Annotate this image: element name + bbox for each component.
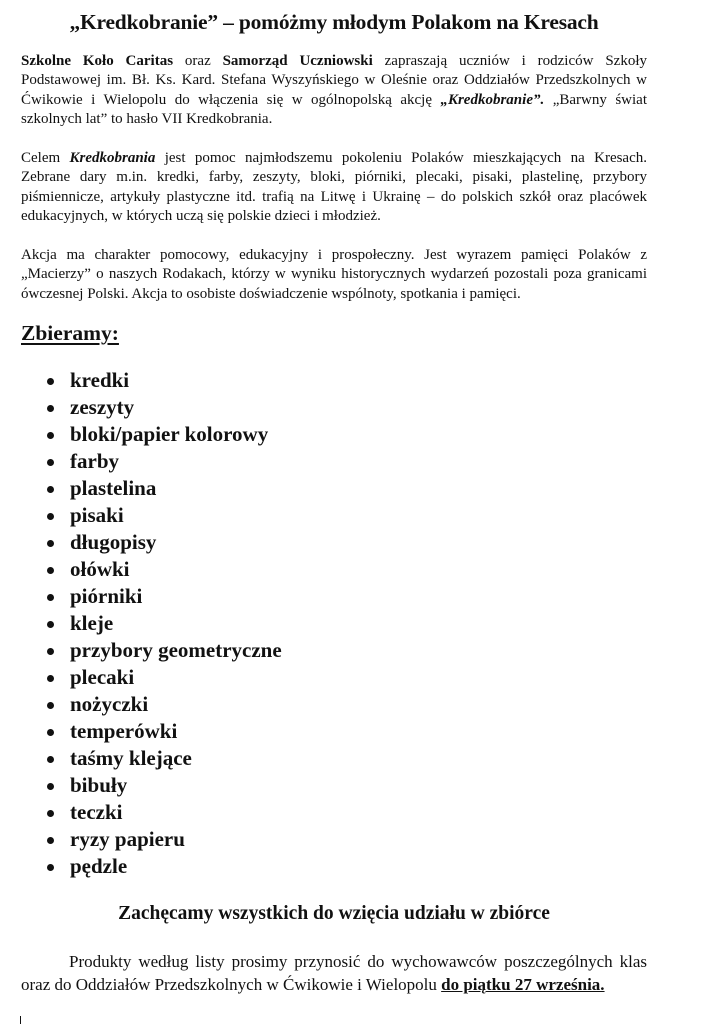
list-item — [21, 853, 282, 880]
list-item — [21, 367, 282, 394]
goal-emphasis: Kredkobrania — [69, 150, 156, 166]
list-item-label: plecaki — [70, 665, 135, 689]
list-item-label: piórniki — [70, 584, 143, 608]
list-item — [21, 421, 282, 448]
list-item — [21, 529, 282, 556]
bullet-icon — [47, 648, 54, 655]
list-item-label: długopisy — [70, 530, 157, 554]
list-item — [21, 691, 282, 718]
intro-paragraph — [21, 52, 647, 129]
list-item-label: teczki — [70, 800, 123, 824]
list-item-label: pisaki — [70, 503, 124, 527]
org-caritas: Szkolne Koło Caritas — [21, 53, 174, 69]
bullet-icon — [47, 378, 54, 385]
list-item-label: nożyczki — [70, 692, 149, 716]
list-item-label: farby — [70, 449, 119, 473]
collect-heading: Zbieramy: — [21, 321, 119, 345]
bullet-icon — [47, 783, 54, 790]
list-item-label: temperówki — [70, 719, 178, 743]
list-item-label: ryzy papieru — [70, 827, 185, 851]
list-item-label: zeszyty — [70, 395, 135, 419]
list-item — [21, 610, 282, 637]
text-cursor[interactable] — [20, 1016, 21, 1024]
delivery-paragraph — [21, 951, 647, 996]
list-item-label: bibuły — [70, 773, 128, 797]
list-item — [21, 556, 282, 583]
list-item-label: bloki/papier kolorowy — [70, 422, 269, 446]
list-item-label: kleje — [70, 611, 114, 635]
bullet-icon — [47, 567, 54, 574]
bullet-icon — [47, 675, 54, 682]
list-item-label: taśmy klejące — [70, 746, 192, 770]
bullet-icon — [47, 810, 54, 817]
goal-paragraph — [21, 149, 647, 226]
list-item — [21, 718, 282, 745]
list-item — [21, 637, 282, 664]
bullet-icon — [47, 486, 54, 493]
list-item — [21, 475, 282, 502]
list-item-label: ołówki — [70, 557, 130, 581]
list-item-label: plastelina — [70, 476, 157, 500]
list-item — [21, 664, 282, 691]
list-item — [21, 448, 282, 475]
list-item — [21, 394, 282, 421]
goal-text: jest pomoc najmłodszemu pokoleniu Polaków mieszkających na Kresach. Zebrane dary m.in. kredki, farby, zeszyty, bloki, piórniki, plecaki, pisaki, plastelinę, przybory piśmiennicze, artykuły plastyczne itd. trafią na Litwę i Ukrainę – do polskich szkół oraz placówek edukacyjnych, w których uczą się polskie dzieci i młodzież. — [21, 150, 648, 224]
bullet-icon — [47, 864, 54, 871]
list-item — [21, 745, 282, 772]
bullet-icon — [47, 756, 54, 763]
slogan-text: „Barwny świat szkolnych lat” to hasło VII Kredkobrania. — [21, 91, 647, 127]
bullet-icon — [47, 405, 54, 412]
list-item — [21, 583, 282, 610]
org-student-council: Samorząd Uczniowski — [222, 53, 373, 69]
bullet-icon — [47, 513, 54, 520]
bullet-icon — [47, 594, 54, 601]
goal-lead: Celem — [21, 150, 70, 166]
list-item — [21, 799, 282, 826]
bullet-icon — [47, 837, 54, 844]
action-name: „Kredkobranie”. — [440, 91, 545, 108]
list-item — [21, 826, 282, 853]
connector-text: oraz — [173, 53, 223, 69]
bullet-icon — [47, 729, 54, 736]
character-paragraph: Akcja ma charakter pomocowy, edukacyjny i prospołeczny. Jest wyrazem pamięci Polaków z „Macierzy” o naszych Rodakach, którzy w wyniku historycznych wydarzeń pozostali poza granicami ówczesnej Polski. Akcja to osobiste doświadczenie wspólnoty, spotkania i pamięci. — [21, 247, 647, 302]
list-item-label: kredki — [70, 368, 130, 392]
delivery-text: Produkty według listy prosimy przynosić do wychowawców poszczególnych klas oraz do Oddziałów Przedszkolnych w Ćwikowie i Wielopolu — [21, 952, 647, 994]
bullet-icon — [47, 702, 54, 709]
bullet-icon — [47, 432, 54, 439]
encourage-heading: Zachęcamy wszystkich do wzięcia udziału w zbiórce — [118, 903, 550, 924]
list-item — [21, 502, 282, 529]
list-item — [21, 772, 282, 799]
bullet-icon — [47, 540, 54, 547]
bullet-icon — [47, 621, 54, 628]
bullet-icon — [47, 459, 54, 466]
list-item-label: przybory geometryczne — [70, 638, 282, 662]
document-title: „Kredkobranie” – pomóżmy młodym Polakom na Kresach — [69, 10, 599, 34]
invitation-text: zapraszają uczniów i rodziców Szkoły Podstawowej im. Bł. Ks. Kard. Stefana Wyszyńskiego w Oleśnie oraz Oddziałów Przedszkolnych w Ćwikowie i Wielopolu do włączenia się w ogólnopolską akcję — [21, 53, 647, 108]
collect-items-list — [21, 367, 282, 880]
list-item-label: pędzle — [70, 854, 128, 878]
deadline-text: do piątku 27 września. — [441, 974, 605, 994]
